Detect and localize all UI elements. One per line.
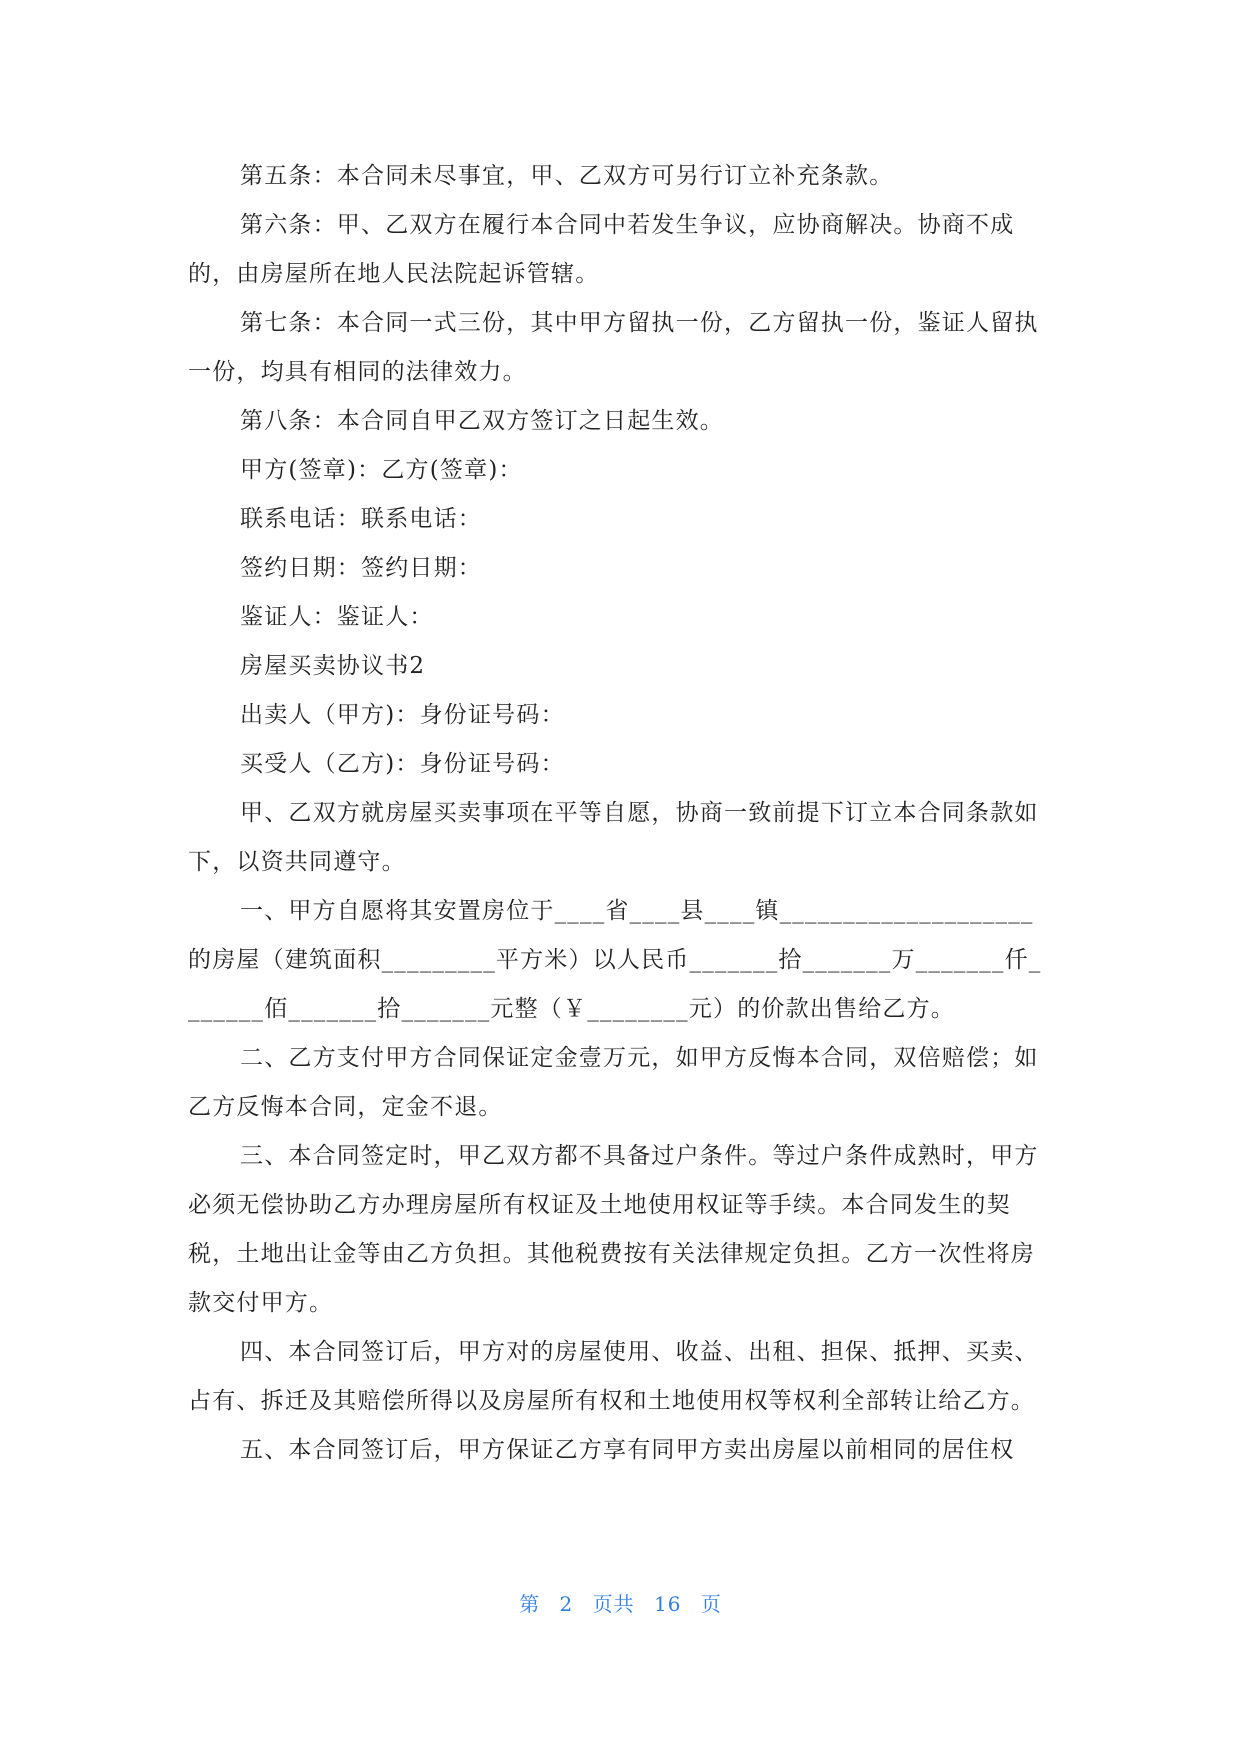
paragraph-article-6: 第六条：甲、乙双方在履行本合同中若发生争议，应协商解决。协商不成的，由房屋所在地人民法院起诉管辖。 — [188, 212, 1015, 287]
buyer-line: 买受人（乙方)：身份证号码： — [240, 751, 565, 777]
signature-line-witness: 鉴证人：鉴证人： — [240, 604, 434, 630]
paragraph-clause-3: 三、本合同签定时，甲乙双方都不具备过户条件。等过户条件成熟时，甲方必须无偿协助乙方办理房屋所有权证及土地使用权证等手续。本合同发生的契税，土地出让金等由乙方负担。其他税费按有关法律规定负担。乙方一次性将房款交付甲方。 — [188, 1143, 1039, 1316]
paragraph-article-7: 第七条：本合同一式三份，其中甲方留执一份，乙方留执一份，鉴证人留执一份，均具有相同的法律效力。 — [188, 310, 1039, 385]
page-footer — [0, 1588, 1241, 1617]
signature-line-phone: 联系电话：联系电话： — [240, 506, 482, 532]
section-title: 房屋买卖协议书2 — [240, 653, 426, 679]
footer-current-page: 2 — [559, 1592, 574, 1616]
paragraph-article-8: 第八条：本合同自甲乙双方签订之日起生效。 — [240, 408, 724, 434]
footer-total-pages: 16 — [654, 1592, 682, 1616]
footer-middle: 页共 — [592, 1592, 635, 1616]
paragraph-preamble: 甲、乙双方就房屋买卖事项在平等自愿，协商一致前提下订立本合同条款如下，以资共同遵守。 — [188, 800, 1039, 875]
paragraph-clause-5: 五、本合同签订后，甲方保证乙方享有同甲方卖出房屋以前相同的居住权 — [240, 1437, 1015, 1463]
document-body — [188, 152, 1054, 1475]
signature-line-date: 签约日期：签约日期： — [240, 555, 482, 581]
paragraph-clause-2: 二、乙方支付甲方合同保证定金壹万元，如甲方反悔本合同，双倍赔偿；如乙方反悔本合同，定金不退。 — [188, 1045, 1039, 1120]
paragraph-article-5: 第五条：本合同未尽事宜，甲、乙双方可另行订立补充条款。 — [240, 163, 894, 189]
seller-line: 出卖人（甲方)：身份证号码： — [240, 702, 565, 728]
footer-suffix: 页 — [700, 1592, 722, 1616]
paragraph-clause-4: 四、本合同签订后，甲方对的房屋使用、收益、出租、担保、抵押、买卖、占有、拆迁及其赔偿所得以及房屋所有权和土地使用权等权利全部转让给乙方。 — [188, 1339, 1039, 1414]
footer-prefix: 第 — [519, 1592, 541, 1616]
paragraph-clause-1: 一、甲方自愿将其安置房位于____省____县____镇____________________的房屋（建筑面积_________平方米）以人民币_______拾_______万_______仟_______佰_______拾_______元整（￥________元）的价款出售给乙方。 — [188, 898, 1042, 1022]
signature-line-parties: 甲方(签章)：乙方(签章)： — [240, 457, 523, 483]
